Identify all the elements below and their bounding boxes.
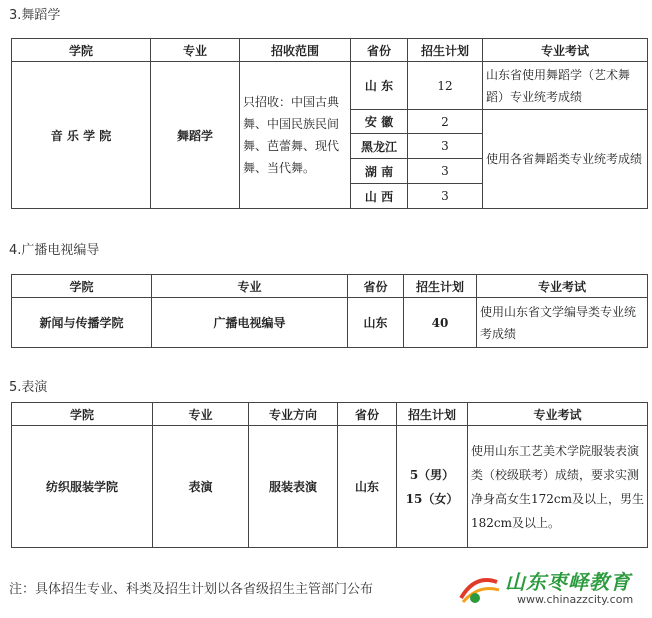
broadcast-table (11, 274, 648, 348)
college-cell: 纺织服装学院 (12, 426, 153, 548)
logo-icon (455, 568, 503, 608)
header-major: 专业 (152, 275, 348, 298)
header-major: 专业 (151, 39, 240, 62)
section-title-broadcast: 4.广播电视编导 (9, 243, 100, 258)
major-cell: 表演 (153, 426, 249, 548)
exam-cell: 山东省使用舞蹈学（艺术舞蹈）专业统考成绩 (483, 62, 648, 110)
header-exam: 专业考试 (468, 403, 648, 426)
header-plan: 招生计划 (397, 403, 468, 426)
header-plan: 招生计划 (408, 39, 483, 62)
exam-cell: 使用各省舞蹈类专业统考成绩 (483, 110, 648, 209)
header-province: 省份 (348, 275, 404, 298)
plan-cell: 3 (408, 159, 483, 184)
province-cell: 湖 南 (351, 159, 408, 184)
header-major: 专业 (153, 403, 249, 426)
exam-cell: 使用山东省文学编导类专业统考成绩 (477, 298, 648, 348)
plan-cell: 12 (408, 62, 483, 110)
brand-logo (455, 562, 650, 614)
exam-cell: 使用山东工艺美术学院服装表演类（校级联考）成绩，要求实测净身高女生172cm及以上，男生182cm及以上。 (468, 426, 648, 548)
header-college: 学院 (12, 275, 152, 298)
scope-cell: 只招收：中国古典舞、中国民族民间舞、芭蕾舞、现代舞、当代舞。 (240, 62, 351, 209)
header-exam: 专业考试 (477, 275, 648, 298)
header-province: 省份 (338, 403, 397, 426)
dance-table (11, 38, 648, 209)
major-cell: 广播电视编导 (152, 298, 348, 348)
footnote: 注：具体招生专业、科类及招生计划以各省级招生主管部门公布 (9, 582, 374, 597)
header-college: 学院 (12, 39, 151, 62)
header-plan: 招生计划 (404, 275, 477, 298)
college-cell: 音 乐 学 院 (12, 62, 151, 209)
header-exam: 专业考试 (483, 39, 648, 62)
plan-female: 15（女） (405, 491, 459, 506)
header-direction: 专业方向 (249, 403, 338, 426)
province-cell: 山东 (338, 426, 397, 548)
section-title-dance: 3.舞蹈学 (9, 8, 61, 23)
header-scope: 招收范围 (240, 39, 351, 62)
province-cell: 山 东 (351, 62, 408, 110)
direction-cell: 服装表演 (249, 426, 338, 548)
plan-cell (397, 426, 468, 548)
plan-cell: 2 (408, 110, 483, 134)
major-cell: 舞蹈学 (151, 62, 240, 209)
header-college: 学院 (12, 403, 153, 426)
brand-url: www.chinazzcity.com (517, 593, 634, 606)
plan-cell: 40 (404, 298, 477, 348)
brand-name: 山东枣峄教育 (505, 570, 631, 594)
province-cell: 黑龙江 (351, 134, 408, 159)
province-cell: 安 徽 (351, 110, 408, 134)
section-title-performance: 5.表演 (9, 380, 48, 395)
province-cell: 山 西 (351, 184, 408, 209)
plan-cell: 3 (408, 184, 483, 209)
plan-male: 5（男） (409, 467, 455, 482)
plan-cell: 3 (408, 134, 483, 159)
college-cell: 新闻与传播学院 (12, 298, 152, 348)
performance-table (11, 402, 648, 548)
header-province: 省份 (351, 39, 408, 62)
province-cell: 山东 (348, 298, 404, 348)
